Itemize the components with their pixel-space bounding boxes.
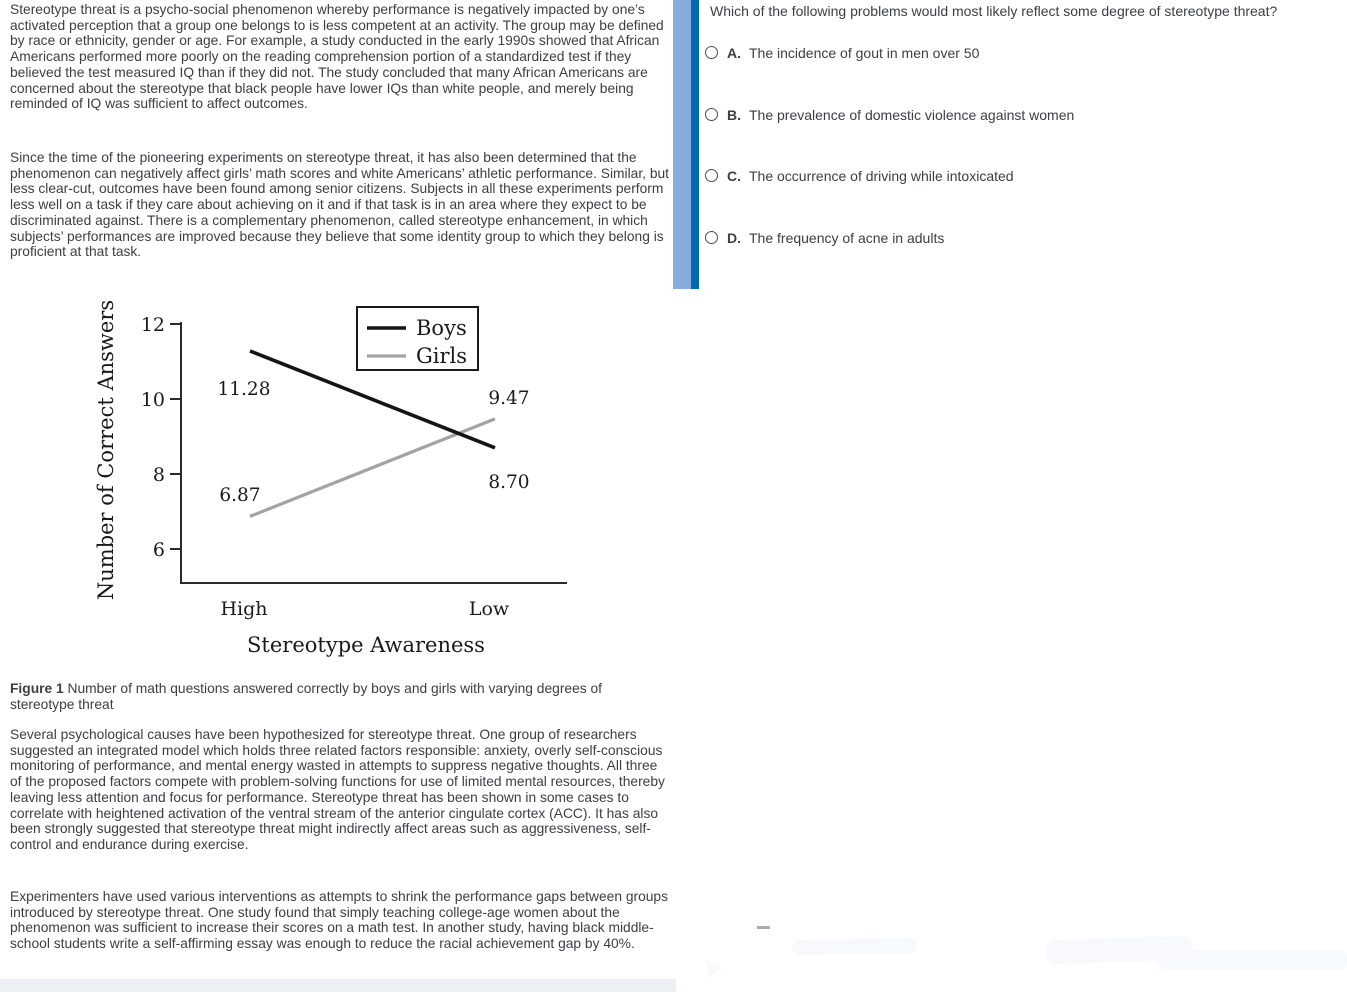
passage-paragraph-1: Stereotype threat is a psycho-social phenomenon whereby performance is negatively impacted by one’s activated perception that a group one belongs to is less competent at an activity. The group may be defined by race or ethnicity, gender or age. For example, a study conducted in the early 1990s showed that African Americans performed more poorly on the reading comprehension portion of a standardized test if they believed the test measured IQ than if they did not. The study concluded that many African Americans are concerned about the stereotype that black people have lower IQs than white people, and merely being reminded of IQ was sufficient to affect outcomes. [10, 2, 664, 112]
faint-blob-artifact [1158, 950, 1347, 970]
y-tick-label-12: 12 [140, 314, 165, 336]
option-c-radio[interactable] [705, 169, 718, 182]
chart-legend [357, 307, 478, 370]
answer-option-d[interactable] [705, 230, 944, 246]
answer-option-b[interactable] [705, 107, 1074, 123]
x-axis-title: Stereotype Awareness [247, 633, 485, 657]
panel-divider-dark-bar [691, 0, 699, 289]
faint-dash-artifact [757, 926, 770, 929]
faint-blob-artifact [792, 938, 917, 955]
legend-girls-label: Girls [416, 344, 468, 368]
y-axis-title: Number of Correct Answers [94, 300, 118, 601]
passage-bottom-strip [0, 979, 676, 992]
x-tick-label-low: Low [468, 598, 510, 620]
answer-option-c[interactable] [705, 168, 1014, 184]
passage-paragraph-3: Several psychological causes have been hypothesized for stereotype threat. One group of researchers suggested an integrated model which holds three related factors responsible: anxiety, overly self-conscious monitoring of performance, and mental energy wasted in attempts to suppress negative thoughts. All three of the proposed factors compete with problem-solving functions for use of limited mental resources, thereby leaving less attention and focus for performance. Stereotype threat has been shown in some cases to correlate with heightened activation of the ventral stream of the anterior cingulate cortex (ACC). It has also been strongly suggested that stereotype threat might indirectly affect areas such as aggressiveness, self-control and endurance during exercise. [10, 727, 665, 852]
option-c-text[interactable]: The occurrence of driving while intoxicated [749, 168, 1014, 184]
option-b-radio[interactable] [705, 108, 718, 121]
option-d-radio[interactable] [705, 231, 718, 244]
faint-blob-artifact [706, 956, 722, 978]
option-a-radio[interactable] [705, 46, 718, 59]
figure-caption [10, 681, 670, 712]
passage-paragraph-2: Since the time of the pioneering experiments on stereotype threat, it has also been determined that the phenomenon can negatively affect girls’ math scores and white Americans’ athletic performance. Similar, but less clear-cut, outcomes have been found among senior citizens. Subjects in all these experiments perform less well on a task if they care about achieving on it and if that task is in an area where they expect to be discriminated against. There is a complementary phenomenon, called stereotype enhancement, in which subjects’ performances are improved because they believe that some identity group to which they belong is proficient at that task. [10, 150, 670, 260]
boys-low-label: 8.70 [488, 472, 530, 493]
figure-caption-label: Figure 1 [10, 681, 64, 696]
option-b-text[interactable]: The prevalence of domestic violence against women [749, 107, 1075, 123]
figure-caption-text: Number of math questions answered correctly by boys and girls with varying degrees of stereotype threat [10, 681, 603, 712]
option-a-text[interactable]: The incidence of gout in men over 50 [749, 45, 980, 61]
option-c-letter: C. [727, 168, 741, 184]
y-tick-label-10: 10 [140, 389, 165, 411]
girls-low-label: 9.47 [488, 388, 530, 409]
y-tick-label-8: 8 [152, 464, 165, 486]
option-d-letter: D. [727, 230, 741, 246]
panel-divider-light-bar [673, 0, 691, 289]
legend-boys-label: Boys [416, 316, 467, 340]
option-d-text[interactable]: The frequency of acne in adults [749, 230, 945, 246]
x-tick-label-high: High [220, 598, 268, 620]
boys-high-label: 11.28 [217, 379, 271, 400]
answer-option-a[interactable] [705, 45, 979, 61]
passage-paragraph-4: Experimenters have used various interventions as attempts to shrink the performance gaps between groups introduced by stereotype threat. One study found that simply teaching college-age women about the phenomenon was sufficient to increase their scores on a math test. In another study, having black middle-school students write a self-affirming essay was enough to reduce the racial achievement gap by 40%. [10, 889, 669, 952]
girls-high-label: 6.87 [219, 485, 261, 506]
y-tick-label-6: 6 [152, 539, 165, 561]
option-a-letter: A. [727, 45, 741, 61]
option-b-letter: B. [727, 107, 741, 123]
figure1-line-chart [85, 300, 595, 665]
question-text: Which of the following problems would most likely reflect some degree of stereotype threat? [710, 3, 1278, 19]
